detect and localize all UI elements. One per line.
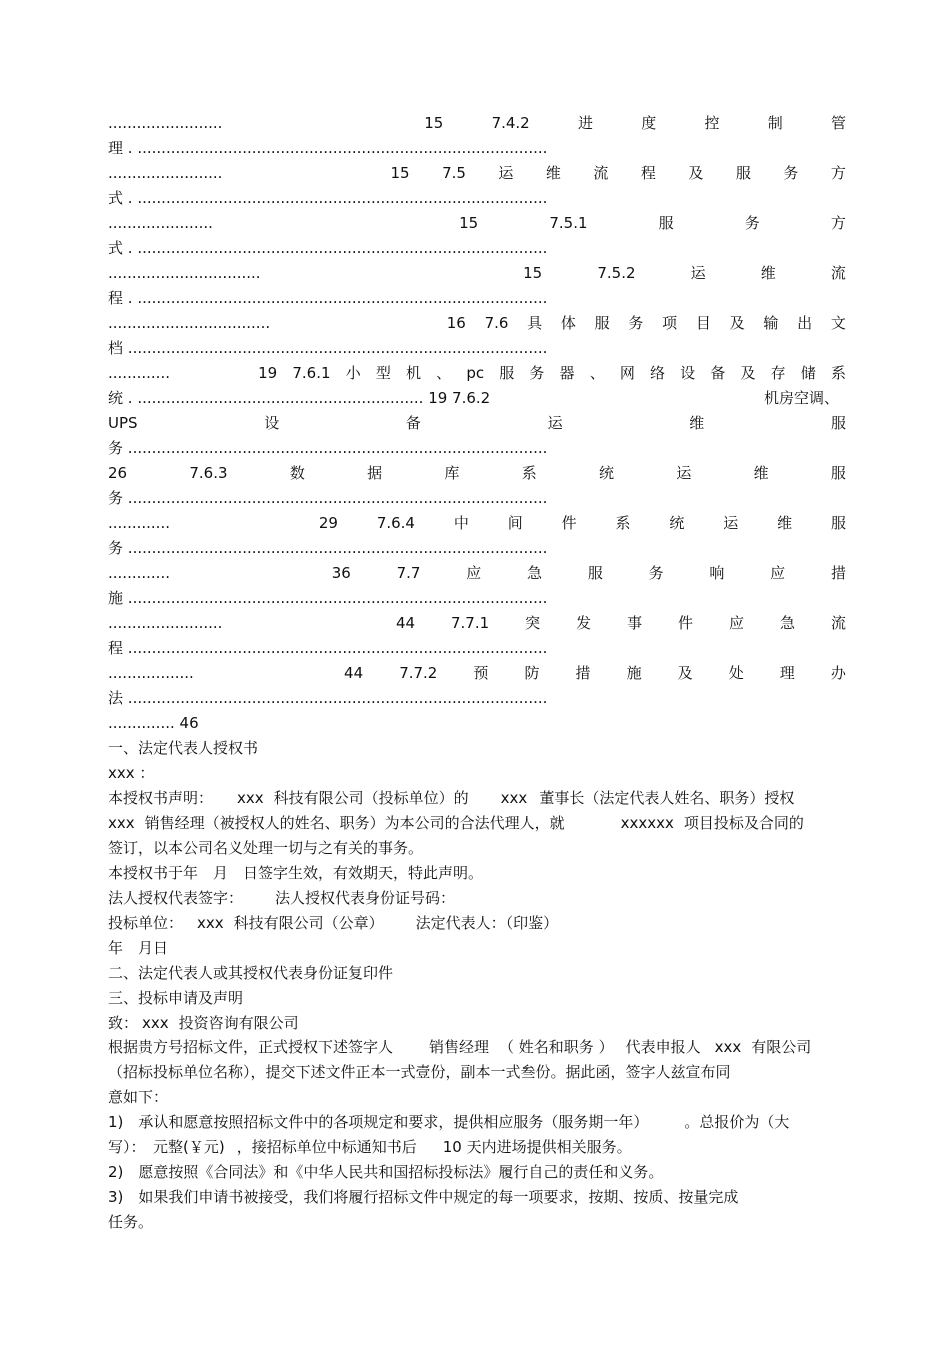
toc-title-char: 输 xyxy=(763,314,779,332)
toc-title-char: 务 xyxy=(648,564,664,582)
toc-entry-tail xyxy=(108,487,846,509)
toc-title-char: 间 xyxy=(507,514,523,532)
toc-title-char: 小 xyxy=(345,364,361,382)
toc-tail-char: 务 xyxy=(108,539,124,557)
toc-entry-tail xyxy=(108,587,846,609)
text-fragment: ，接招标单位中标通知书后 xyxy=(236,1138,417,1156)
text-fragment: xxx xyxy=(108,814,135,832)
toc-dots: ........................ xyxy=(108,114,223,132)
toc-title-char: 运 xyxy=(723,514,739,532)
toc-tail-dots: . ...................................................................................... xyxy=(127,289,548,307)
toc-title-char: 统 xyxy=(599,464,615,482)
toc-title-char: 文 xyxy=(830,314,846,332)
toc-title-char: 响 xyxy=(709,564,725,582)
toc-number: 7.5.2 xyxy=(597,264,636,282)
toc-title-char: 统 xyxy=(669,514,685,532)
toc-number: 7.6.1 xyxy=(292,364,331,382)
toc-number: 7.6.4 xyxy=(376,514,415,532)
toc-title-char: 及 xyxy=(688,164,704,182)
toc-title-char: 措 xyxy=(830,564,846,582)
toc-tail-dots: ........................................................................................ xyxy=(127,589,548,607)
toc-tail-char: 式 xyxy=(108,239,124,257)
toc-title-char: 维 xyxy=(545,164,561,182)
paragraph-line xyxy=(108,812,868,834)
toc-title-char: pc xyxy=(466,364,485,382)
toc-last-line: .............. 46 xyxy=(108,714,199,732)
toc-title-char: 流 xyxy=(830,264,846,282)
toc-title-char: 网 xyxy=(619,364,635,382)
paragraph-line xyxy=(108,1036,868,1058)
toc-entry-7-5-2 xyxy=(108,262,846,284)
toc-tail-dots: ........................................................................................ xyxy=(127,339,548,357)
text-fragment: xxx xyxy=(237,789,264,807)
toc-entry-tail xyxy=(108,187,846,209)
toc-tail-dots: . ...................................................................................... xyxy=(127,189,548,207)
text-fragment: 销售经理 xyxy=(429,1038,490,1056)
text-fragment: 。总报价为（大 xyxy=(684,1113,790,1131)
toc-title-char: 施 xyxy=(626,664,642,682)
toc-title-char: 络 xyxy=(650,364,666,382)
toc-entry-tail xyxy=(108,387,846,409)
list-item-continued xyxy=(108,1136,846,1158)
toc-title-char: 控 xyxy=(704,114,720,132)
toc-tail-char: 档 xyxy=(108,339,124,357)
toc-title-char: 件 xyxy=(678,614,694,632)
text-fragment: 董事长（法定代表人姓名、职务）授权 xyxy=(539,789,795,807)
toc-entry-tail xyxy=(108,137,846,159)
text-fragment: 代表申报人 xyxy=(625,1038,701,1056)
toc-entry-7-6-4 xyxy=(108,512,846,534)
toc-number: 7.6 xyxy=(484,314,509,332)
toc-title-char: 务 xyxy=(628,314,644,332)
toc-title-char: 体 xyxy=(560,314,576,332)
toc-dots: ........................ xyxy=(108,614,223,632)
toc-page: 15 xyxy=(424,114,444,132)
toc-title-char: 设 xyxy=(680,364,696,382)
toc-page: 29 xyxy=(318,514,338,532)
toc-title-char: 事 xyxy=(627,614,643,632)
toc-tail-char: 务 xyxy=(108,489,124,507)
toc-tail-char: 统 xyxy=(108,389,124,407)
toc-title-char: 务 xyxy=(529,364,545,382)
section-heading-application: 三、投标申请及声明 xyxy=(108,989,244,1007)
toc-page: 15 xyxy=(523,264,543,282)
date-line: 年 月日 xyxy=(108,939,169,957)
toc-title-char: 器 xyxy=(559,364,575,382)
toc-tail-dots: ........................................................................................ xyxy=(127,439,548,457)
toc-title-char: 维 xyxy=(753,464,769,482)
paragraph-line: 意如下： xyxy=(108,1088,169,1106)
text-fragment: 致： xyxy=(108,1014,139,1032)
toc-title-char: 防 xyxy=(524,664,540,682)
toc-title-char: 方 xyxy=(830,214,846,232)
toc-entry-tail xyxy=(108,237,846,259)
paragraph-line: 本授权书于年 月 日签字生效，有效期天，特此声明。 xyxy=(108,864,484,882)
text-fragment: 法人授权代表身份证号码： xyxy=(275,889,456,907)
toc-title-char: 流 xyxy=(830,614,846,632)
toc-title-char: 应 xyxy=(729,614,745,632)
toc-entry-tail xyxy=(108,637,846,659)
toc-page: 44 xyxy=(344,664,364,682)
toc-title-char: 维 xyxy=(760,264,776,282)
toc-title-char: 措 xyxy=(575,664,591,682)
toc-number: 7.7.2 xyxy=(399,664,438,682)
toc-title-char: 度 xyxy=(641,114,657,132)
text-fragment: 科技有限公司（公章） xyxy=(233,914,384,932)
toc-entry-tail xyxy=(108,537,846,559)
toc-page: 19 7.6.2 xyxy=(428,389,491,407)
toc-title-char: 务 xyxy=(783,164,799,182)
toc-title-char: 处 xyxy=(728,664,744,682)
text-fragment: （ 姓名和职务 ） xyxy=(499,1038,614,1056)
toc-entry-7-7-1 xyxy=(108,612,846,634)
text-fragment: 销售经理（被授权人的姓名、职务）为本公司的合法代理人，就 xyxy=(144,814,565,832)
toc-title-char: 备 xyxy=(710,364,726,382)
list-item-continued: 任务。 xyxy=(108,1213,154,1231)
toc-title-char: 系 xyxy=(830,364,846,382)
text-fragment: 1) 承认和愿意按照招标文件中的各项规定和要求，提供相应服务（服务期一年） xyxy=(108,1113,649,1131)
toc-number: 7.5 xyxy=(442,164,466,182)
toc-title-char: 系 xyxy=(521,464,537,482)
toc-title-char: 系 xyxy=(615,514,631,532)
list-item xyxy=(108,1111,868,1133)
toc-tail-dots: ........................................................................................ xyxy=(127,639,548,657)
toc-title-char: 存 xyxy=(770,364,786,382)
toc-number: 7.6.3 xyxy=(189,464,228,482)
toc-title-char: 运 xyxy=(498,164,514,182)
toc-title-char: 突 xyxy=(525,614,541,632)
toc-tail-dots: . ...................................................................................... xyxy=(127,239,548,257)
paragraph-line: （招标投标单位名称），提交下述文件正本一式壹份，副本一式叁份。据此函，签字人兹宣布同 xyxy=(108,1063,731,1081)
toc-tail-char: 务 xyxy=(108,439,124,457)
toc-title-char: 运 xyxy=(547,414,563,432)
toc-title-char: 服 xyxy=(830,464,846,482)
toc-entry-7-7-2 xyxy=(108,662,846,684)
toc-number: 7.4.2 xyxy=(491,114,530,132)
toc-title-char: 预 xyxy=(473,664,489,682)
toc-tail-char: 理 xyxy=(108,139,124,157)
toc-dots: ............. xyxy=(108,514,170,532)
list-item: 2) 愿意按照《合同法》和《中华人民共和国招标投标法》履行自己的责任和义务。 xyxy=(108,1163,664,1181)
text-fragment: xxx xyxy=(500,789,528,807)
toc-title-char: 及 xyxy=(740,364,756,382)
section-heading-id-copy: 二、法定代表人或其授权代表身份证复印件 xyxy=(108,964,394,982)
toc-title-fragment: 机房空调、 xyxy=(764,389,840,407)
toc-dots: ................................ xyxy=(108,264,261,282)
list-item: 3) 如果我们申请书被接受，我们将履行招标文件中规定的每一项要求，按期、按质、按量完成 xyxy=(108,1188,739,1206)
toc-page: 36 xyxy=(331,564,351,582)
toc-dots: ............. xyxy=(108,364,170,382)
toc-tail-dots: ........................................................................................ xyxy=(127,489,548,507)
toc-title-char: 程 xyxy=(640,164,656,182)
toc-entry-7-6-2-cont xyxy=(108,412,846,434)
bidder-line xyxy=(108,912,846,934)
text-fragment: 投资咨询有限公司 xyxy=(178,1014,299,1032)
text-fragment: 本授权书声明： xyxy=(108,789,214,807)
toc-title-char: 中 xyxy=(453,514,469,532)
signature-line xyxy=(108,887,846,909)
text-fragment: 法人授权代表签字： xyxy=(108,889,244,907)
toc-dots: ........................ xyxy=(108,164,223,182)
toc-title-char: 出 xyxy=(797,314,813,332)
toc-title-char: 务 xyxy=(744,214,760,232)
toc-dots: ...................... xyxy=(108,214,213,232)
toc-title-char: 应 xyxy=(466,564,482,582)
text-fragment: 有限公司 xyxy=(751,1038,812,1056)
text-fragment: 科技有限公司（投标单位）的 xyxy=(273,789,469,807)
toc-entry-tail xyxy=(108,287,846,309)
toc-tail-char: 法 xyxy=(108,689,124,707)
toc-title-char: 急 xyxy=(779,614,795,632)
toc-title-char: 进 xyxy=(577,114,593,132)
toc-tail-char: 式 xyxy=(108,189,124,207)
toc-tail-dots: . ...................................................................................... xyxy=(127,139,548,157)
toc-page: 15 xyxy=(390,164,410,182)
toc-title-char: 运 xyxy=(690,264,706,282)
toc-title-char: 、 xyxy=(436,364,452,382)
addressee: xxx ： xyxy=(108,764,155,782)
toc-entry-tail xyxy=(108,337,846,359)
toc-title-char: 服 xyxy=(499,364,515,382)
toc-title-char: 急 xyxy=(527,564,543,582)
toc-number: 7.7 xyxy=(396,564,421,582)
text-fragment: xxx xyxy=(714,1038,742,1056)
toc-tail-dots: . ............................................................ xyxy=(127,389,424,407)
toc-entry-7-4-2 xyxy=(108,112,846,134)
toc-page: 16 xyxy=(446,314,466,332)
toc-tail-dots: ........................................................................................ xyxy=(127,539,548,557)
toc-tail-char: 程 xyxy=(108,639,124,657)
toc-tail-char: 施 xyxy=(108,589,124,607)
toc-number: 7.7.1 xyxy=(451,614,490,632)
toc-title-char: 库 xyxy=(444,464,460,482)
toc-page: 19 xyxy=(258,364,278,382)
toc-dots: .................................. xyxy=(108,314,271,332)
toc-entry-7-6-3 xyxy=(108,462,846,484)
toc-title-lead: UPS xyxy=(108,414,138,432)
text-fragment: 法定代表人：（印鉴） xyxy=(415,914,559,932)
toc-title-char: 机 xyxy=(406,364,422,382)
toc-title-char: 维 xyxy=(777,514,793,532)
toc-title-char: 管 xyxy=(830,114,846,132)
toc-title-char: 发 xyxy=(576,614,592,632)
toc-title-char: 应 xyxy=(770,564,786,582)
toc-title-char: 设 xyxy=(264,414,280,432)
toc-number: 7.5.1 xyxy=(549,214,588,232)
toc-title-char: 理 xyxy=(779,664,795,682)
toc-dots: .................. xyxy=(108,664,194,682)
toc-title-char: 数 xyxy=(289,464,305,482)
toc-title-char: 服 xyxy=(594,314,610,332)
toc-tail-char: 程 xyxy=(108,289,124,307)
section-heading-authorization: 一、法定代表人授权书 xyxy=(108,739,259,757)
text-fragment: xxxxxx xyxy=(620,814,674,832)
toc-dots: ............. xyxy=(108,564,170,582)
text-fragment: 根据贵方号招标文件，正式授权下述签字人 xyxy=(108,1038,394,1056)
toc-page: 26 xyxy=(108,464,128,482)
toc-page: 44 xyxy=(395,614,416,632)
toc-title-char: 服 xyxy=(735,164,751,182)
toc-title-char: 及 xyxy=(677,664,693,682)
toc-entry-tail xyxy=(108,687,846,709)
toc-title-char: 目 xyxy=(695,314,711,332)
toc-entry-7-5 xyxy=(108,162,846,184)
toc-title-char: 服 xyxy=(658,214,674,232)
text-fragment: xxx xyxy=(197,914,224,932)
toc-title-char: 及 xyxy=(729,314,745,332)
text-fragment: 项目投标及合同的 xyxy=(683,814,804,832)
recipient-line xyxy=(108,1012,846,1034)
toc-title-char: 服 xyxy=(587,564,603,582)
text-fragment: xxx xyxy=(142,1014,169,1032)
toc-title-char: 、 xyxy=(589,364,605,382)
toc-title-char: 具 xyxy=(527,314,543,332)
text-fragment: 10 天内进场提供相关服务。 xyxy=(442,1138,632,1156)
text-fragment: 投标单位： xyxy=(108,914,184,932)
paragraph-line xyxy=(108,787,868,809)
toc-title-char: 据 xyxy=(367,464,383,482)
toc-title-char: 服 xyxy=(830,414,846,432)
toc-title-char: 制 xyxy=(767,114,783,132)
toc-title-char: 储 xyxy=(800,364,816,382)
toc-title-char: 维 xyxy=(689,414,705,432)
toc-title-char: 型 xyxy=(375,364,391,382)
toc-entry-7-7 xyxy=(108,562,846,584)
paragraph-line: 签订，以本公司名义处理一切与之有关的事务。 xyxy=(108,839,424,857)
text-fragment: 写）： 元整(￥元) xyxy=(108,1138,225,1156)
toc-title-char: 方 xyxy=(830,164,846,182)
toc-tail-dots: ........................................................................................ xyxy=(127,689,548,707)
toc-title-char: 办 xyxy=(830,664,846,682)
toc-page: 15 xyxy=(459,214,479,232)
toc-title-char: 件 xyxy=(561,514,577,532)
toc-title-char: 运 xyxy=(676,464,692,482)
toc-entry-7-6-1 xyxy=(108,362,846,384)
toc-entry-tail xyxy=(108,437,846,459)
toc-title-char: 流 xyxy=(593,164,609,182)
toc-entry-7-6 xyxy=(108,312,846,334)
toc-title-char: 服 xyxy=(830,514,846,532)
toc-entry-7-5-1 xyxy=(108,212,846,234)
toc-title-char: 备 xyxy=(405,414,421,432)
toc-title-char: 项 xyxy=(662,314,678,332)
